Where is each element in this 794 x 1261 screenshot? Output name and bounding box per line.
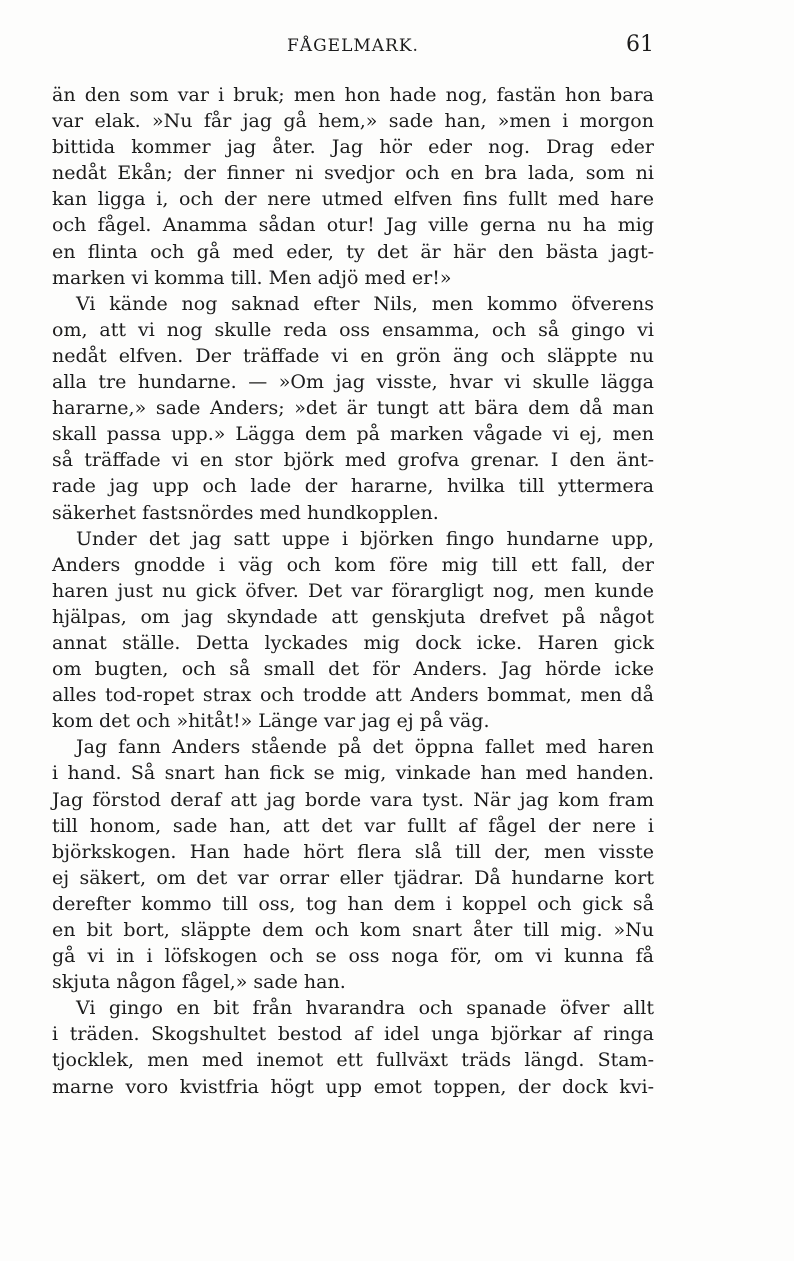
- text-line: skall passa upp.» Lägga dem på marken vågade vi ej, men: [52, 423, 654, 446]
- text-line: rade jag upp och lade der hararne, hvilka till yttermera: [52, 475, 654, 498]
- text-line: alles tod-ropet strax och trodde att Anders bommat, men då: [52, 684, 654, 707]
- text-line: Jag fann Anders stående på det öppna fallet med haren: [76, 736, 654, 759]
- text-line: nedåt Ekån; der finner ni svedjor och en bra lada, som ni: [52, 162, 654, 185]
- text-line: annat ställe. Detta lyckades mig dock icke. Haren gick: [52, 631, 654, 654]
- text-line: haren just nu gick öfver. Det var förargligt nog, men kunde: [52, 579, 654, 602]
- text-line: ej säkert, om det var orrar eller tjädrar. Då hundarne kort: [52, 866, 654, 889]
- text-line: till honom, sade han, att det var fullt af fågel der nere i: [52, 814, 654, 837]
- text-line: alla tre hundarne. — »Om jag visste, hvar vi skulle lägga: [52, 371, 654, 394]
- text-line: kom det och »hitåt!» Länge var jag ej på väg.: [52, 710, 490, 733]
- text-line: i hand. Så snart han fick se mig, vinkade han med handen.: [52, 762, 654, 785]
- text-line: marken vi komma till. Men adjö med er!»: [52, 266, 452, 289]
- text-line: derefter kommo till oss, tog han dem i koppel och gick så: [52, 892, 654, 915]
- text-line: Under det jag satt uppe i björken fingo hundarne upp,: [76, 527, 654, 550]
- text-line: i träden. Skogshultet bestod af idel unga björkar af ringa: [52, 1023, 654, 1046]
- text-line: bittida kommer jag åter. Jag hör eder nog. Drag eder: [52, 136, 654, 159]
- text-line: Jag förstod deraf att jag borde vara tyst. När jag kom fram: [52, 788, 654, 811]
- text-line: Vi gingo en bit från hvarandra och spanade öfver allt: [76, 997, 654, 1020]
- page-number: 61: [626, 32, 654, 57]
- text-line: hararne,» sade Anders; »det är tungt att bära dem då man: [52, 397, 654, 420]
- page-header: [52, 32, 654, 66]
- text-line: så träffade vi en stor björk med grofva grenar. I den änt-: [52, 449, 654, 472]
- text-line: säkerhet fastsnördes med hundkopplen.: [52, 501, 439, 524]
- text-line: om, att vi nog skulle reda oss ensamma, och så gingo vi: [52, 318, 654, 341]
- text-line: marne voro kvistfria högt upp emot toppen, der dock kvi-: [52, 1075, 654, 1098]
- text-line: om bugten, och så small det för Anders. Jag hörde icke: [52, 658, 654, 681]
- text-line: en bit bort, släppte dem och kom snart åter till mig. »Nu: [52, 919, 654, 941]
- text-line: skjuta någon fågel,» sade han.: [52, 971, 346, 994]
- text-line: hjälpas, om jag skyndade att genskjuta drefvet på något: [52, 605, 654, 628]
- body-text: [52, 82, 654, 1100]
- text-line: var elak. »Nu får jag gå hem,» sade han, »men i morgon: [52, 110, 654, 133]
- text-line: en flinta och gå med eder, ty det är här den bästa jagt-: [52, 240, 654, 263]
- text-line: gå vi in i löfskogen och se oss noga för, om vi kunna få: [52, 945, 654, 968]
- text-line: kan ligga i, och der nere utmed elfven fins fullt med hare: [52, 188, 654, 211]
- text-line: Vi kände nog saknad efter Nils, men kommo öfverens: [76, 292, 654, 315]
- text-line: nedåt elfven. Der träffade vi en grön äng och släppte nu: [52, 344, 654, 367]
- text-line: björkskogen. Han hade hört flera slå till der, men visste: [52, 840, 654, 863]
- text-line: än den som var i bruk; men hon hade nog, fastän hon bara: [52, 84, 654, 106]
- text-line: och fågel. Anamma sådan otur! Jag ville gerna nu ha mig: [52, 214, 654, 237]
- text-line: Anders gnodde i väg och kom före mig till ett fall, der: [52, 553, 654, 576]
- running-title: FÅGELMARK.: [287, 36, 419, 56]
- text-line: tjocklek, men med inemot ett fullväxt träds längd. Stam-: [52, 1049, 654, 1072]
